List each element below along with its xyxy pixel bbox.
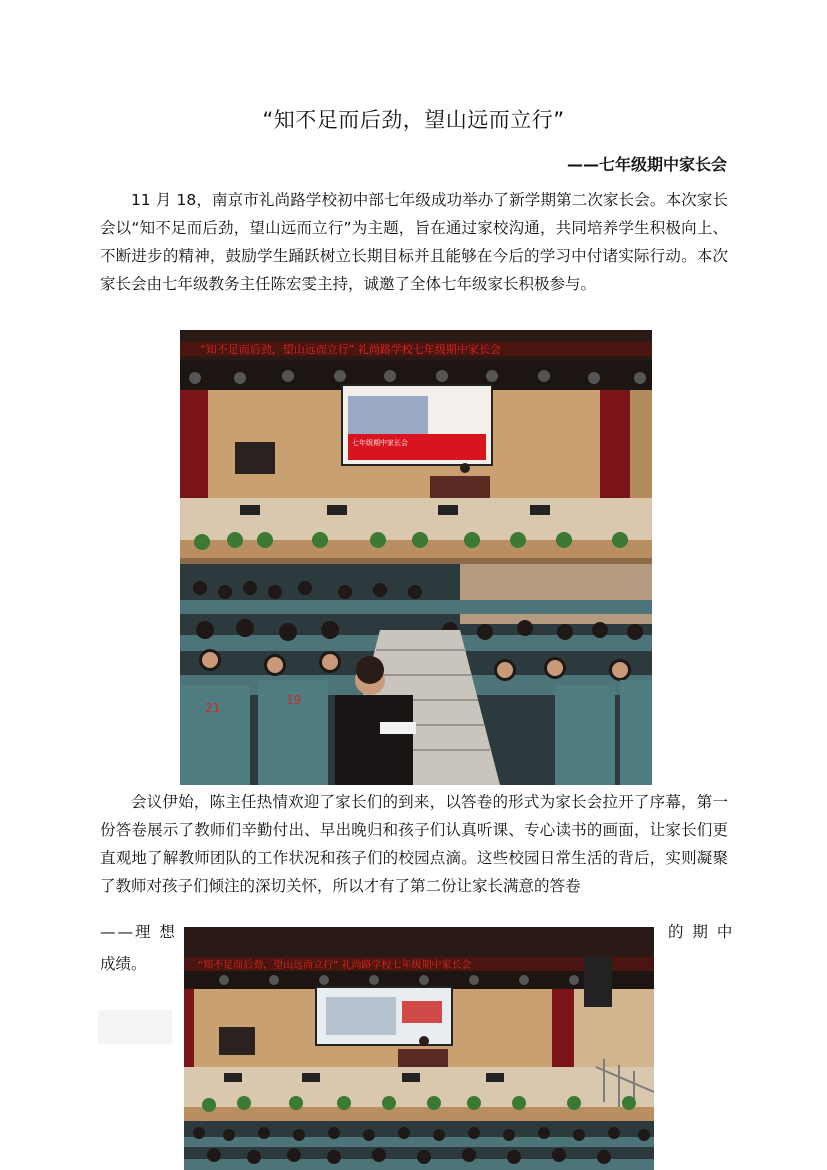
photo-auditorium-meeting: [180, 330, 652, 785]
seat-number-19: 19: [286, 693, 302, 707]
screen-title: 七年级期中家长会: [352, 439, 408, 447]
paragraph-intro: 11 月 18，南京市礼尚路学校初中部七年级成功举办了新学期第二次家长会。本次家长会以“知不足而后劲，望山远而立行”为主题，旨在通过家校沟通，共同培养学生积极向上、不断进步的精神，鼓励学生踊跃树立长期目标并且能够在今后的学习中付诸实际行动。本次家长会由七年级教务主任陈宏雯主持，诚邀了全体七年级家长积极参与。: [100, 191, 728, 293]
seat-number-21: 21: [205, 701, 221, 715]
auditorium-photo-graphic: [180, 330, 652, 785]
paragraph-fragment-right: 的 期 中: [668, 923, 735, 941]
article-subtitle: ——七年级期中家长会: [566, 155, 727, 174]
photo-auditorium-wide: [184, 927, 654, 1170]
stage-banner-text: “知不足而后劲，望山远而立行” 礼尚路学校七年级期中家长会: [200, 343, 501, 356]
faint-artifact-box: [98, 1010, 172, 1044]
article-title: “知不足而后劲，望山远而立行”: [262, 108, 565, 132]
paragraph-opening: 会议伊始，陈主任热情欢迎了家长们的到来，以答卷的形式为家长会拉开了序幕，第一份答卷展示了教师们辛勤付出、早出晚归和孩子们认真听课、专心读书的画面，让家长们更直观地了解教师团队的工作状况和孩子们的校园点滴。这些校园日常生活的背后，实则凝聚了教师对孩子们倾注的深切关怀，所以才有了第二份让家长满意的答卷: [100, 793, 728, 895]
paragraph-fragment-end: 成绩。: [100, 955, 147, 973]
auditorium-wide-graphic: [184, 927, 654, 1170]
stage-banner-text-2: “知不足而后劲，望山远而立行” 礼尚路学校七年级期中家长会: [198, 960, 472, 971]
paragraph-fragment-left: ——理 想: [100, 923, 177, 941]
